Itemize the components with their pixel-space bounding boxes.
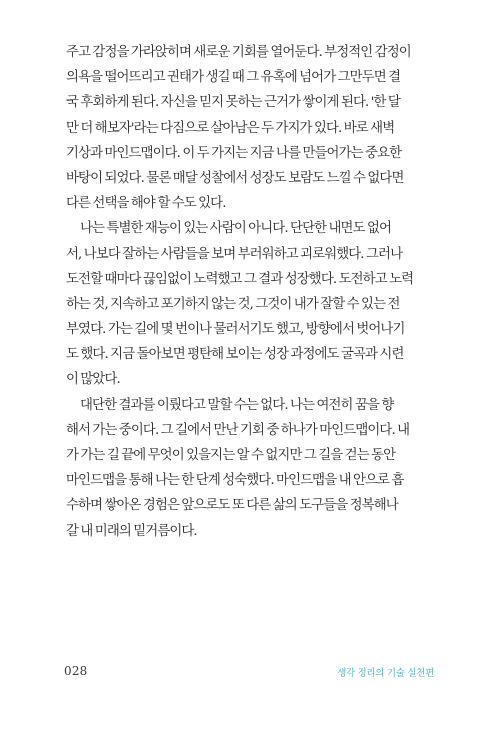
text-line: 해서 가는 중이다. 그 길에서 만난 기회 중 하나가 마인드맵이다. 내 xyxy=(66,422,410,438)
text-line: 도전할 때마다 끊임없이 노력했고 그 결과 성장했다. 도전하고 노력 xyxy=(66,271,414,287)
text-line: 다른 선택을 해야 할 수도 있다. xyxy=(66,196,226,212)
text-line: 마인드맵을 통해 나는 한 단계 성숙했다. 마인드맵을 내 안으로 흡 xyxy=(66,473,404,489)
text-line: 가 가는 길 끝에 무엇이 있을지는 알 수 없지만 그 길을 걷는 동안 xyxy=(66,448,396,463)
running-title: 생각 정리의 기술 실천편 xyxy=(337,668,434,679)
paragraph-first-line: 대단한 결과를 이뤘다고 말할 수는 없다. 나는 여전히 꿈을 향 xyxy=(80,397,394,413)
page-number: 028 xyxy=(64,664,88,678)
text-line: 의욕을 떨어뜨리고 권태가 생길 때 그 유혹에 넘어가 그만두면 결 xyxy=(66,70,401,86)
text-line: 이 많았다. xyxy=(66,372,120,388)
paragraph-first-line: 나는 특별한 재능이 있는 사람이 아니다. 단단한 내면도 없어 xyxy=(80,221,392,237)
text-line: 갈 내 미래의 밑거름이다. xyxy=(66,523,197,539)
text-line: 서, 나보다 잘하는 사람들을 보며 부러워하고 괴로워했다. 그러나 xyxy=(66,246,403,262)
page-footer xyxy=(64,664,434,680)
text-line: 기상과 마인드맵이다. 이 두 가지는 지금 나를 만들어가는 중요한 xyxy=(66,145,402,161)
text-line: 수하며 쌓아온 경험은 앞으로도 또 다른 삶의 도구들을 정복해나 xyxy=(66,498,398,514)
text-line: 도 했다. 지금 돌아보면 평탄해 보이는 성장 과정에도 굴곡과 시련 xyxy=(66,347,404,363)
body-text xyxy=(66,40,428,544)
text-line: 하는 것, 지속하고 포기하지 않는 것, 그것이 내가 잘할 수 있는 전 xyxy=(66,296,400,312)
text-line: 부였다. 가는 길에 몇 번이나 물러서기도 했고, 방향에서 벗어나기 xyxy=(66,322,405,338)
text-line: 국 후회하게 된다. 자신을 믿지 못하는 근거가 쌓이게 된다. '한 달 xyxy=(66,95,400,111)
text-line: 주고 감정을 가라앉히며 새로운 기회를 열어둔다. 부정적인 감정이 xyxy=(66,45,411,60)
text-line: 만 더 해보자'라는 다짐으로 살아남은 두 가지가 있다. 바로 새벽 xyxy=(66,120,395,136)
text-line: 바탕이 되었다. 물론 매달 성찰에서 성장도 보람도 느낄 수 없다면 xyxy=(66,170,404,186)
